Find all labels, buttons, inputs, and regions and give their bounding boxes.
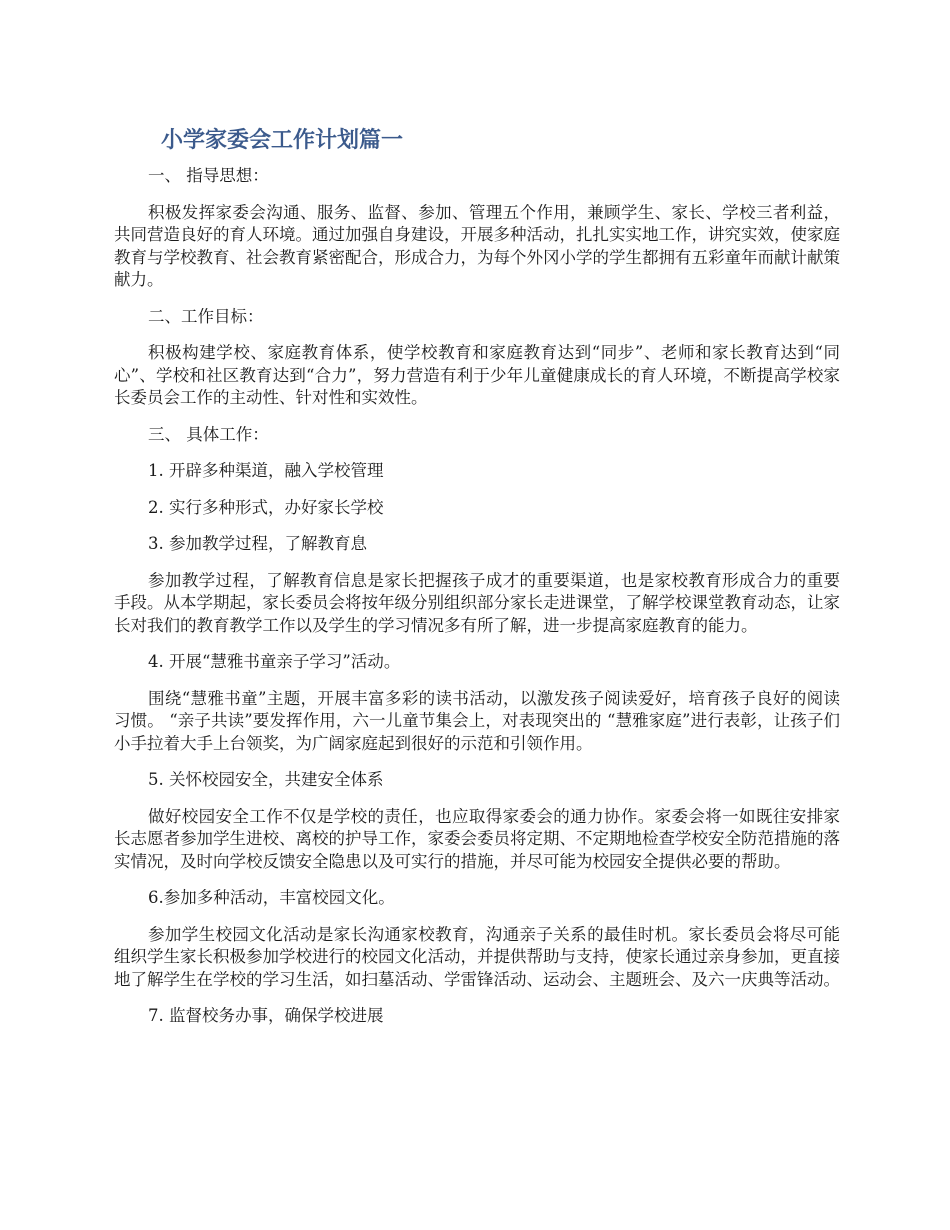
paragraph-guiding-ideology: 积极发挥家委会沟通、服务、监督、参加、管理五个作用，兼顾学生、家长、学校三者利益，共同营造良好的育人环境。通过加强自身建设，开展多种活动，扎扎实实地工作，讲究实效，使家庭教育与学校教育、社会教育紧密配合，形成合力，为每个外冈小学的学生都拥有五彩童年而献计献策献力。 [114, 202, 840, 289]
document-title: 小学家委会工作计划篇一 [161, 128, 404, 153]
list-item-6: 6.参加多种活动，丰富校园文化。 [148, 888, 395, 907]
list-item-5: 5. 关怀校园安全，共建安全体系 [148, 770, 384, 789]
paragraph-item-6: 参加学生校园文化活动是家长沟通家校教育，沟通亲子关系的最佳时机。家长委员会将尽可能组织学生家长积极参加学校进行的校园文化活动，并提供帮助与支持，使家长通过亲身参加，更直接地了解学生在学校的学习生活，如扫墓活动、学雷锋活动、运动会、主题班会、及六一庆典等活动。 [114, 924, 840, 989]
paragraph-work-goals: 积极构建学校、家庭教育体系，使学校教育和家庭教育达到“同步”、老师和家长教育达到“同心”、学校和社区教育达到“合力”，努力营造有利于少年儿童健康成长的育人环境，不断提高学校家长委员会工作的主动性、针对性和实效性。 [114, 343, 840, 407]
paragraph-item-4: 围绕“慧雅书童”主题，开展丰富多彩的读书活动，以激发孩子阅读爱好，培育孩子良好的阅读习惯。 “亲子共读”要发挥作用，六一儿童节集会上，对表现突出的 “慧雅家庭”进行表彰，让孩子们小手拉着大手上台领奖，为广阔家庭起到很好的示范和引领作用。 [114, 688, 840, 753]
paragraph-item-3: 参加教学过程，了解教育信息是家长把握孩子成才的重要渠道，也是家校教育形成合力的重要手段。从本学期起，家长委员会将按年级分别组织部分家长走进课堂，了解学校课堂教育动态，让家长对我们的教育教学工作以及学生的学习情况多有所了解，进一步提高家庭教育的能力。 [114, 570, 840, 635]
list-item-1: 1. 开辟多种渠道，融入学校管理 [148, 461, 384, 480]
section-heading-specific-work: 三、 具体工作： [148, 424, 269, 444]
list-item-3: 3. 参加教学过程，了解教育息 [148, 534, 367, 553]
document-page [114, 126, 840, 1042]
list-item-7: 7. 监督校务办事，确保学校进展 [148, 1006, 384, 1025]
section-heading-work-goals: 二、工作目标： [148, 306, 264, 326]
list-item-2: 2. 实行多种形式，办好家长学校 [148, 497, 384, 517]
list-item-4: 4. 开展“慧雅书童亲子学习”活动。 [148, 652, 401, 671]
paragraph-item-5: 做好校园安全工作不仅是学校的责任，也应取得家委会的通力协作。家委会将一如既往安排家长志愿者参加学生进校、离校的护导工作，家委会委员将定期、不定期地检查学校安全防范措施的落实情况，及时向学校反馈安全隐患以及可实行的措施，并尽可能为校园安全提供必要的帮助。 [114, 806, 840, 871]
section-heading-guiding-ideology: 一、 指导思想： [148, 166, 269, 185]
